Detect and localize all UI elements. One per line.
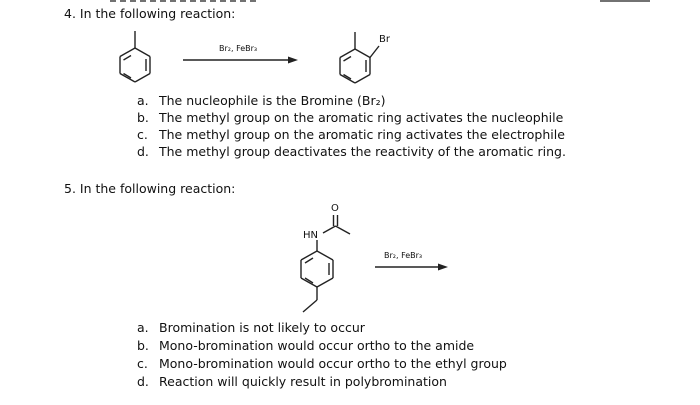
q5-header: 5. In the following reaction: [64,181,236,196]
q4-option-c-letter: c. [137,127,148,142]
q5-option-b[interactable] [137,338,474,354]
q5-option-d-text: Reaction will quickly result in polybromination [159,374,447,389]
q4-product-br-label: Br [379,34,390,45]
q5-option-b-letter: b. [137,338,149,353]
q4-option-a-letter: a. [137,93,149,108]
q5-option-b-text: Mono-bromination would occur ortho to the amide [159,338,475,353]
q4-option-d-letter: d. [137,144,149,159]
q4-header: 4. In the following reaction: [64,6,236,21]
q4-option-d-text: The methyl group deactivates the reactivity of the aromatic ring. [159,144,566,159]
q5-option-d-letter: d. [137,374,149,389]
q5-option-a-letter: a. [137,320,149,335]
q5-hn-label: HN [303,230,318,241]
q5-option-a-text: Bromination is not likely to occur [159,320,365,335]
q5-option-d[interactable] [137,374,447,390]
q5-option-a[interactable] [137,320,365,336]
q5-option-c-letter: c. [137,356,148,371]
q4-reagent-label: Br₂, FeBr₃ [219,44,258,53]
q4-option-b-text: The methyl group on the aromatic ring activates the nucleophile [159,110,564,125]
q4-option-a-text: The nucleophile is the Bromine (Br₂) [159,93,386,108]
q5-reagent-label: Br₂, FeBr₃ [384,251,423,260]
q5-option-c-text: Mono-bromination would occur ortho to the ethyl group [159,356,507,371]
q4-option-c-text: The methyl group on the aromatic ring activates the electrophile [159,127,565,142]
q4-option-b-letter: b. [137,110,149,125]
q5-oxygen-label: O [331,203,339,214]
q5-option-c[interactable] [137,356,507,372]
